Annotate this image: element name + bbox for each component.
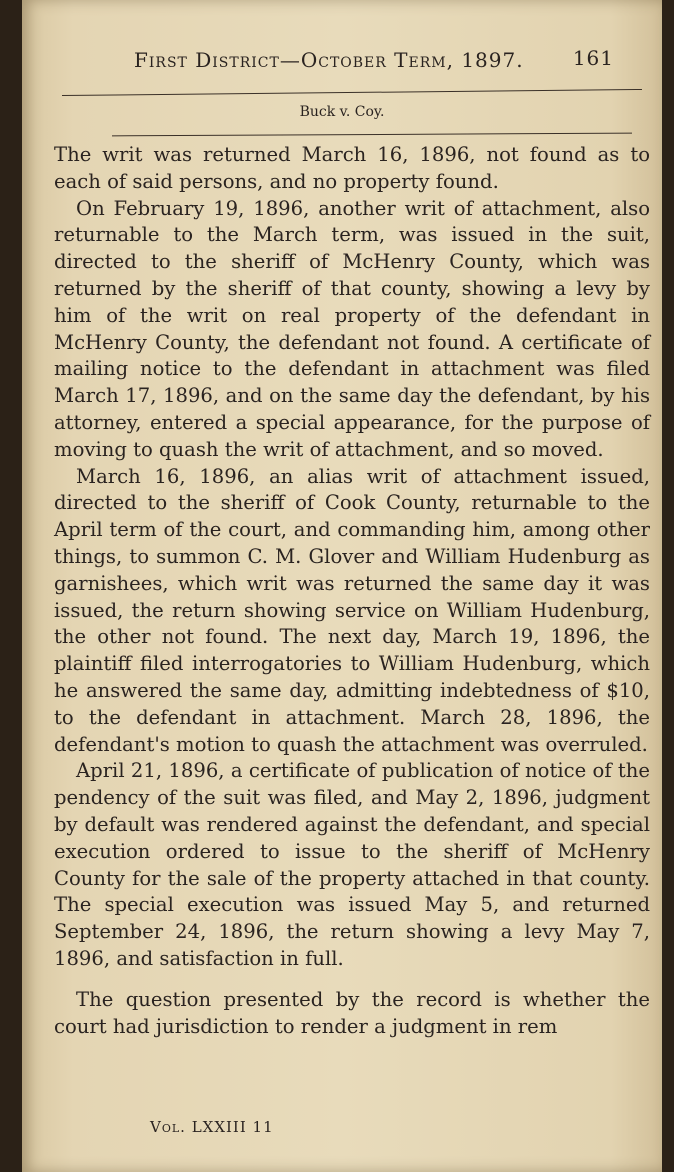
header-rule bbox=[62, 89, 642, 96]
paragraph: On February 19, 1896, another writ of attachment, also returnable to the March term, was issued in the suit, directed to the sheriff of McHenry County, which was returned by the sheriff of that county, showing a levy by him of the writ on real property of the defendant in McHenry County, the defendant not found. A certificate of mailing notice to the defendant in attachment was filed March 17, 1896, and on the same day the defendant, by his attorney, entered a special appearance, for the purpose of moving to quash the writ of attachment, and so moved. bbox=[54, 196, 650, 461]
paragraph: March 16, 1896, an alias writ of attachment issued, directed to the sheriff of Cook County, returnable to the April term of the court, and commanding him, among other things, to summon C. M. Glover and William Hudenburg as garnishees, which writ was returned the same day it was issued, the return showing service on William Hudenburg, the other not found. The next day, March 19, 1896, the plaintiff filed interrogatories to William Hudenburg, which he answered the same day, admitting indebtedness of $10, to the defendant in attachment. March 28, 1896, the defendant's motion to quash the attachment was overruled. bbox=[54, 464, 650, 756]
book-page bbox=[22, 0, 662, 1172]
body-text bbox=[54, 142, 650, 1040]
case-rule bbox=[112, 133, 632, 137]
case-name: Buck v. Coy. bbox=[299, 104, 385, 120]
signature-mark: Vol. LXXIII 11 bbox=[150, 1118, 274, 1136]
paragraph: April 21, 1896, a certificate of publication of notice of the pendency of the suit was filed, and May 2, 1896, judgment by default was rendered against the defendant, and special execution ordered to issue to the sheriff of McHenry County for the sale of the property attached in that county. The special execution was issued May 5, and returned September 24, 1896, the return showing a levy May 7, 1896, and satisfaction in full. bbox=[54, 759, 650, 970]
running-head bbox=[134, 44, 614, 74]
paragraph: The question presented by the record is whether the court had jurisdiction to render a judgment in rem bbox=[54, 987, 650, 1038]
running-title: First District—October Term, 1897. bbox=[134, 48, 524, 72]
paragraph: The writ was returned March 16, 1896, not found as to each of said persons, and no property found. bbox=[54, 143, 650, 193]
page-number: 161 bbox=[572, 46, 614, 70]
